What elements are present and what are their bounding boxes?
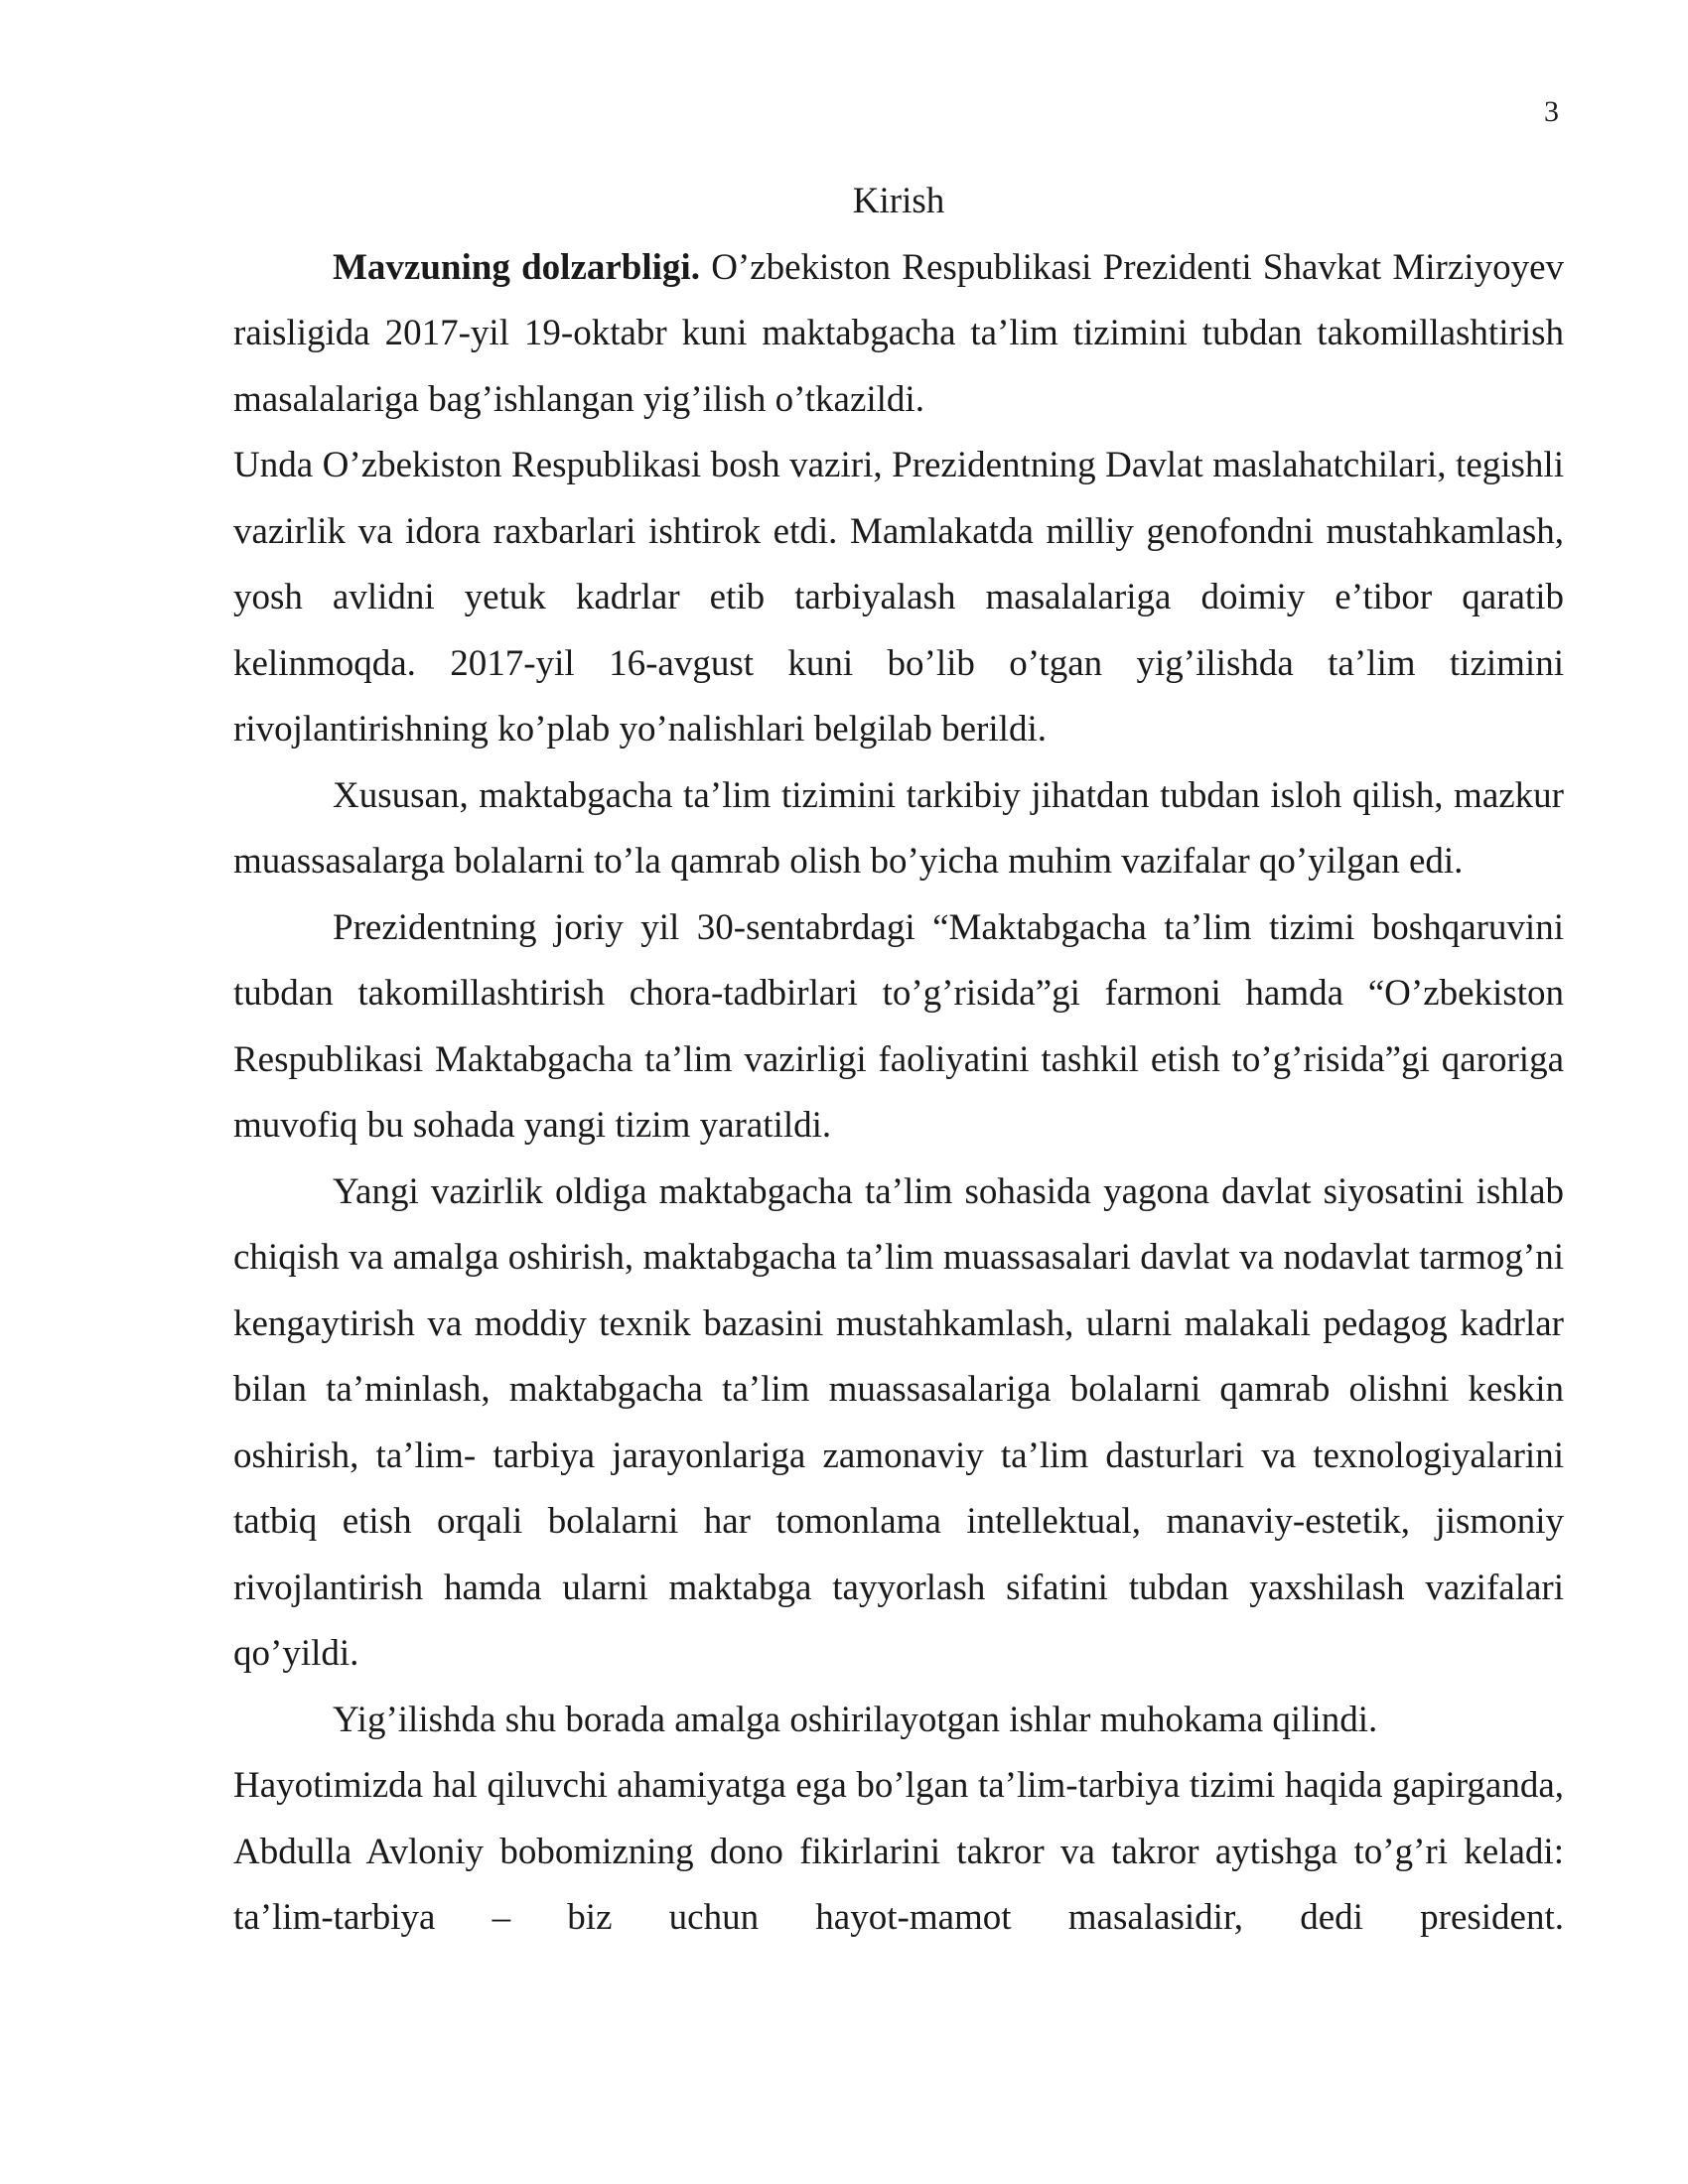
paragraph-quote bbox=[233, 1753, 1564, 1952]
paragraph-relevance bbox=[233, 235, 1564, 434]
page-number: 3 bbox=[1544, 95, 1559, 128]
paragraph-ministry-tasks bbox=[233, 1160, 1564, 1688]
paragraph-text: Unda O’zbekiston Respublikasi bosh vaziri, Prezidentning Davlat maslahatchilari, tegishli vazirlik va idora raxbarlari ishtirok etdi. Mamlakatda milliy genofondni mustahkamlash, yosh avlidni yetuk kadrlar etib tarbiyalash masalalariga doimiy e’tibor qaratib kelinmoqda. 2017-yil 16-avgust kuni bo’lib o’tgan yig’ilishda ta’lim tizimini rivojlantirishning ko’plab yo’nalishlari belgilab berildi. bbox=[233, 445, 1564, 750]
paragraph-text: Prezidentning joriy yil 30-sentabrdagi “Maktabgacha ta’lim tizimi boshqaruvini tubdan takomillashtirish chora-tadbirlari to’g’risida”gi farmoni hamda “O’zbekiston Respublikasi Maktabgacha ta’lim vazirligi faoliyatini tashkil etish to’g’risida”gi qaroriga muvofiq bu sohada yangi tizim yaratildi. bbox=[233, 906, 1564, 1146]
paragraph-decree bbox=[233, 895, 1564, 1160]
paragraph-lead: Mavzuning dolzarbligi. bbox=[333, 246, 700, 288]
paragraph-text: Xususan, maktabgacha ta’lim tizimini tarkibiy jihatdan tubdan isloh qilish, mazkur muassasalarga bolalarni to’la qamrab olish bo’yicha muhim vazifalar qo’yilgan edi. bbox=[233, 774, 1564, 882]
paragraph-text: Yig’ilishda shu borada amalga oshirilayotgan ishlar muhokama qilindi. bbox=[333, 1699, 1378, 1740]
paragraph-reform bbox=[233, 763, 1564, 895]
paragraph-text: Hayotimizda hal qiluvchi ahamiyatga ega bo’lgan ta’lim-tarbiya tizimi haqida gapirganda, Abdulla Avloniy bobomizning dono fikirlarini takror va takror aytishga to’g’ri keladi: ta’lim-tarbiya – biz uchun hayot-mamot masalasidir, dedi president. bbox=[233, 1765, 1564, 1938]
section-title: Kirish bbox=[852, 181, 945, 221]
paragraph-discussion bbox=[233, 1688, 1564, 1754]
paragraph-participants bbox=[233, 433, 1564, 763]
document-body bbox=[233, 169, 1564, 1952]
paragraph-text: O’zbekiston Respublikasi Prezidenti Shavkat Mirziyoyev raisligida 2017-yil 19-oktabr kuni maktabgacha ta’lim tizimini tubdan takomillashtirish masalalariga bag’ishlangan yig’ilish o’tkazildi. bbox=[233, 246, 1564, 420]
paragraph-text: Yangi vazirlik oldiga maktabgacha ta’lim sohasida yagona davlat siyosatini ishlab chiqish va amalga oshirish, maktabgacha ta’lim muassasalari davlat va nodavlat tarmog’ni kengaytirish va moddiy texnik bazasini mustahkamlash, ularni malakali pedagog kadrlar bilan ta’minlash, maktabgacha ta’lim muassasalariga bolalarni qamrab olishni keskin oshirish, ta’lim- tarbiya jarayonlariga zamonaviy ta’lim dasturlari va texnologiyalarini tatbiq etish orqali bolalarni har tomonlama intellektual, manaviy-estetik, jismoniy rivojlantirish hamda ularni maktabga tayyorlash sifatini tubdan yaxshilash vazifalari qo’yildi. bbox=[233, 1170, 1564, 1674]
